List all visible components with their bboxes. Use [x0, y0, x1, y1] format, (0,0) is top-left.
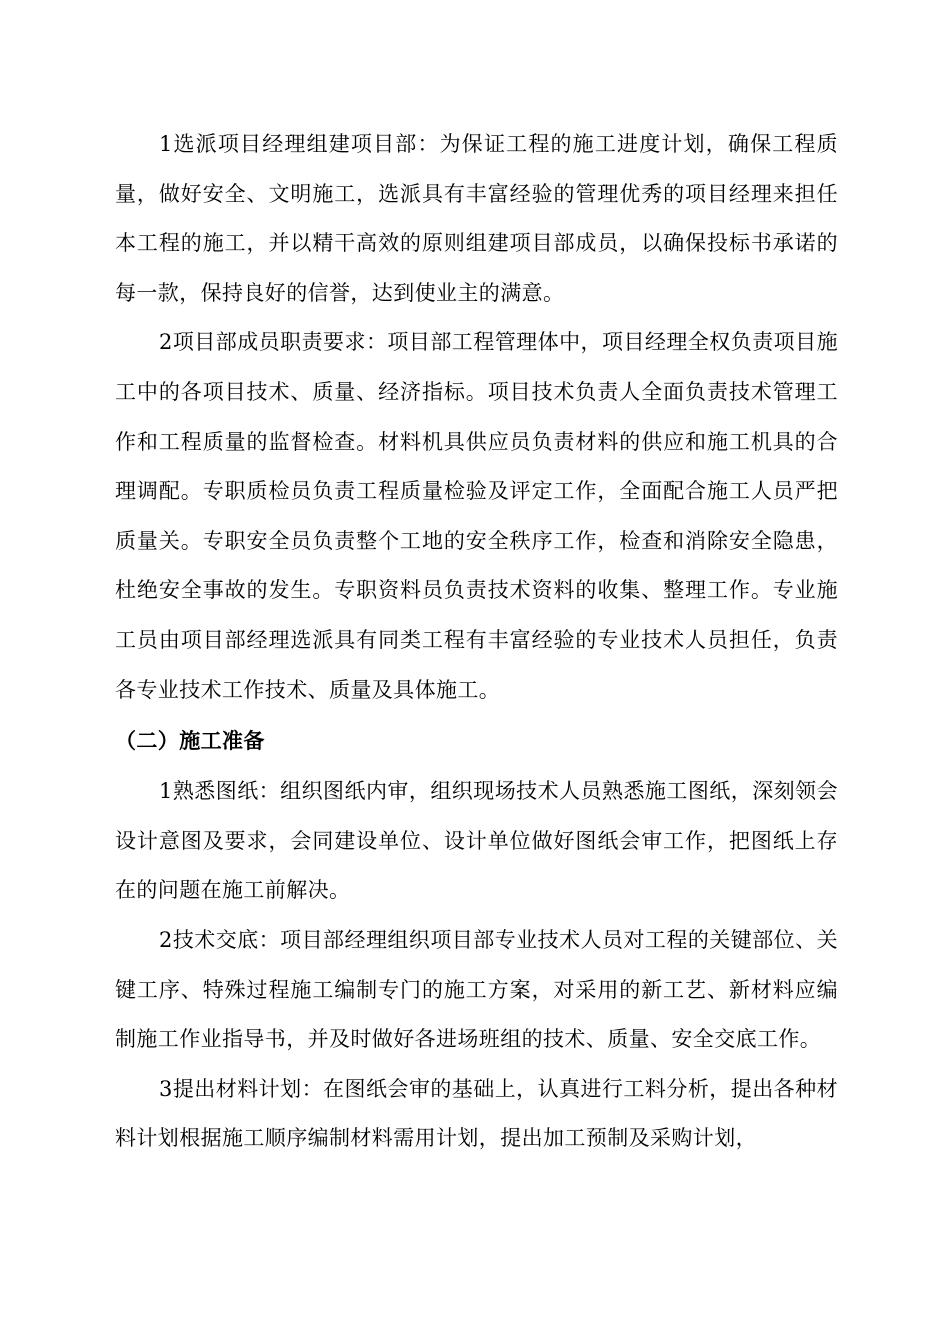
paragraph-staff-duties: 2项目部成员职责要求：项目部工程管理体中，项目经理全权负责项目施工中的各项目技术、质量、经济指标。项目技术负责人全面负责技术管理工作和工程质量的监督检查。材料机具供应员负责材料的供应和施工机具的合理调配。专职质检员负责工程质量检验及评定工作，全面配合施工人员严把质量关。专职安全员负责整个工地的安全秩序工作，检查和消除安全隐患，杜绝安全事故的发生。专职资料员负责技术资料的收集、整理工作。专业施工员由项目部经理选派具有同类工程有丰富经验的专业技术人员担任，负责各专业技术工作技术、质量及具体施工。	[115, 330, 838, 702]
paragraph-material-plan: 3提出材料计划：在图纸会审的基础上，认真进行工料分析，提出各种材料计划根据施工顺序编制材料需用计划，提出加工预制及采购计划，	[115, 1076, 838, 1151]
paragraph-technical-briefing: 2技术交底：项目部经理组织项目部专业技术人员对工程的关键部位、关键工序、特殊过程施工编制专门的施工方案，对采用的新工艺、新材料应编制施工作业指导书，并及时做好各进场班组的技术、质量、安全交底工作。	[115, 927, 838, 1052]
paragraph-project-manager: 1选派项目经理组建项目部：为保证工程的施工进度计划，确保工程质量，做好安全、文明施工，选派具有丰富经验的管理优秀的项目经理来担任本工程的施工，并以精干高效的原则组建项目部成员，以确保投标书承诺的每一款，保持良好的信誉，达到使业主的满意。	[115, 132, 838, 305]
document-page	[115, 120, 838, 1164]
section-heading: （二）施工准备	[115, 729, 265, 754]
paragraph-drawings: 1熟悉图纸：组织图纸内审，组织现场技术人员熟悉施工图纸，深刻领会设计意图及要求，会同建设单位、设计单位做好图纸会审工作，把图纸上存在的问题在施工前解决。	[115, 779, 838, 903]
